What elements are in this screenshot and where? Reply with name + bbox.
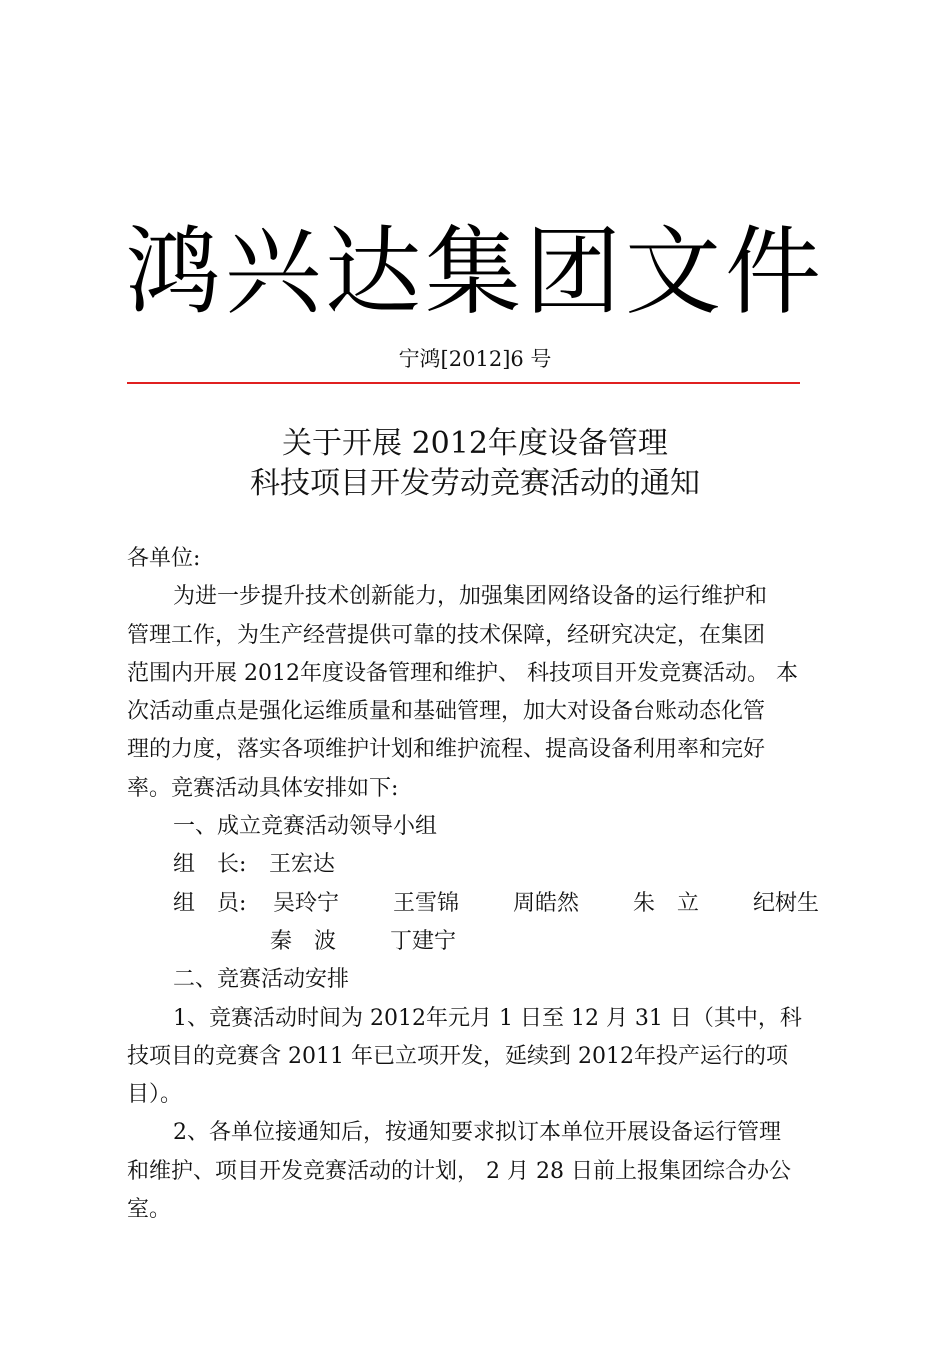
member-name: 王雪锦 xyxy=(393,890,460,916)
paragraph-line: 技项目的竞赛含 2011 年已立项开发，延续到 2012年投产运行的项 xyxy=(127,1043,788,1069)
paragraph-line: 次活动重点是强化运维质量和基础管理，加大对设备台账动态化管 xyxy=(127,699,766,725)
members-row xyxy=(127,923,827,961)
paragraph-line: 率。竞赛活动具体安排如下: xyxy=(127,775,399,801)
member-name: 吴玲宁 xyxy=(273,890,340,916)
paragraph-line: 和维护、项目开发竞赛活动的计划， 2 月 28 日前上报集团综合办公 xyxy=(127,1158,791,1184)
leader-row xyxy=(127,846,827,884)
member-name: 丁建宁 xyxy=(390,928,457,954)
member-name: 周皓然 xyxy=(513,890,580,916)
notice-title xyxy=(0,424,950,504)
section-heading: 二、竞赛活动安排 xyxy=(173,967,350,993)
red-divider-line xyxy=(127,382,800,384)
members-row xyxy=(127,885,827,923)
paragraph-line: 1、竞赛活动时间为 2012年元月 1 日至 12 月 31 日（其中，科 xyxy=(173,1005,802,1031)
paragraph-line: 目）。 xyxy=(127,1082,183,1108)
paragraph-line: 为进一步提升技术创新能力，加强集团网络设备的运行维护和 xyxy=(173,584,768,610)
paragraph-line: 2、各单位接通知后，按通知要求拟订本单位开展设备运行管理 xyxy=(173,1120,781,1146)
members-label: 组 员: xyxy=(173,890,247,916)
notice-title-line-2: 科技项目开发劳动竞赛活动的通知 xyxy=(250,466,700,501)
member-name: 秦 波 xyxy=(270,928,337,954)
member-name: 纪树生 xyxy=(753,890,820,916)
paragraph-line: 理的力度，落实各项维护计划和维护流程、提高设备利用率和完好 xyxy=(127,737,766,763)
paragraph-line: 管理工作，为生产经营提供可靠的技术保障，经研究决定，在集团 xyxy=(127,622,766,648)
paragraph-line: 范围内开展 2012年度设备管理和维护、 科技项目开发竞赛活动。 本 xyxy=(127,660,798,686)
leader-name: 王宏达 xyxy=(269,852,336,878)
notice-body xyxy=(127,540,827,1229)
member-name: 朱 立 xyxy=(633,890,700,916)
notice-title-line-1: 关于开展 2012年度设备管理 xyxy=(282,426,668,461)
salutation: 各单位: xyxy=(127,546,201,571)
leader-label: 组 长: xyxy=(173,852,247,878)
paragraph-line: 室。 xyxy=(127,1197,172,1223)
section-heading: 一、成立竞赛活动领导小组 xyxy=(173,814,438,840)
document-number: 宁鸿[2012]6 号 xyxy=(398,347,552,371)
document-header-title: 鸿兴达集团文件 xyxy=(125,216,825,328)
